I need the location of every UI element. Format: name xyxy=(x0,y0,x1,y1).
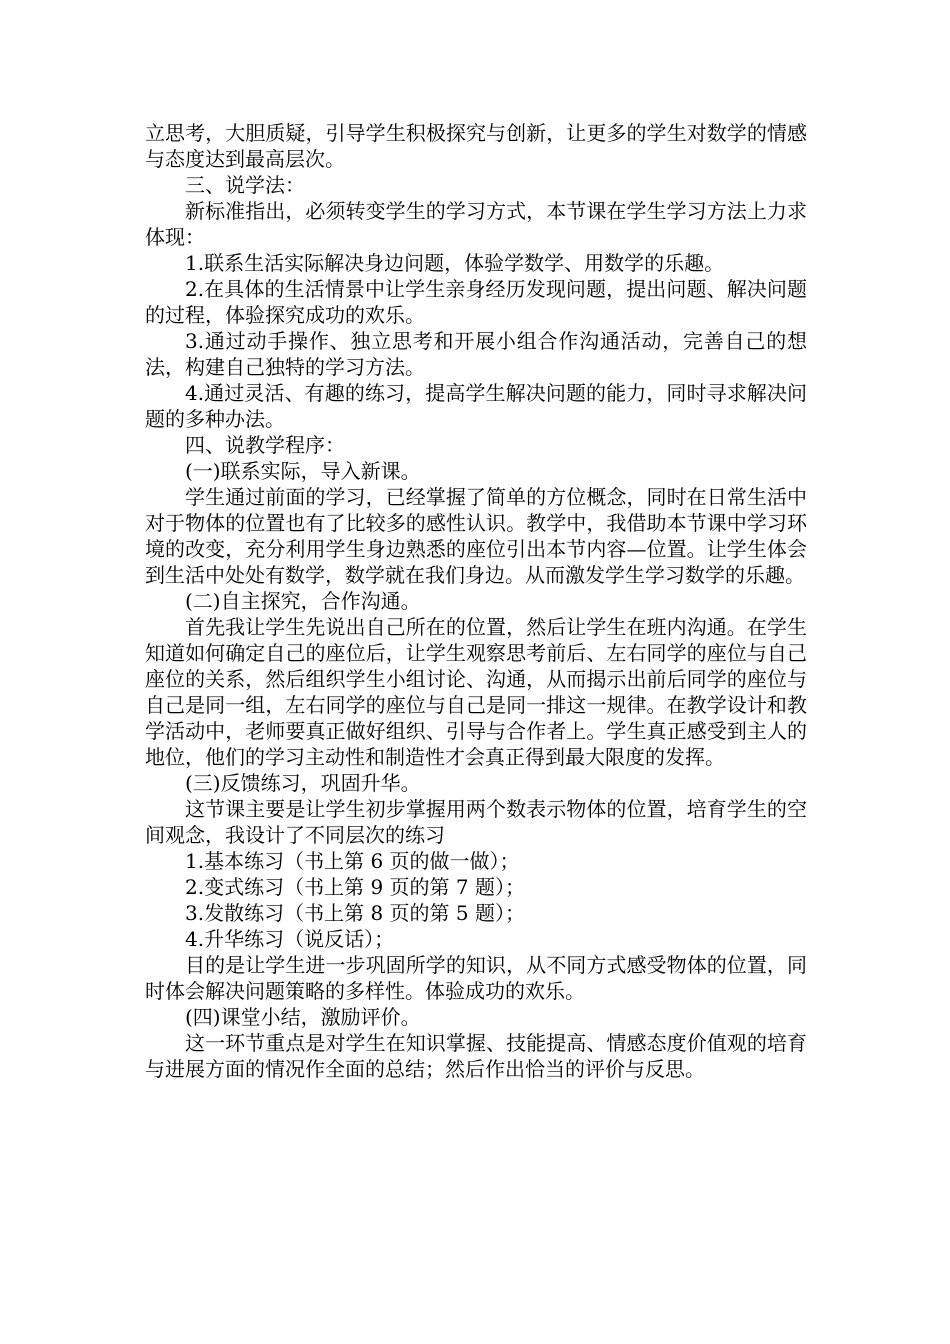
list-item: 2.在具体的生活情景中让学生亲身经历发现问题，提出问题、解决问题的过程，体验探究成功的欢乐。 xyxy=(145,277,807,327)
subsection-heading: (四)课堂小结，激励评价。 xyxy=(185,1005,421,1029)
list-item: 2.变式练习（书上第 9 页的第 7 题）； xyxy=(185,875,525,899)
subsection-heading: (二)自主探究，合作沟通。 xyxy=(185,589,421,613)
list-item: 1.联系生活实际解决身边问题，体验学数学、用数学的乐趣。 xyxy=(185,251,725,275)
list-item: 3.发散练习（书上第 8 页的第 5 题）； xyxy=(185,901,525,925)
paragraph: 这节课主要是让学生初步掌握用两个数表示物体的位置，培育学生的空间观念，我设计了不同层次的练习 xyxy=(145,797,807,847)
subsection-heading: (一)联系实际，导入新课。 xyxy=(185,459,421,483)
subsection-heading: (三)反馈练习，巩固升华。 xyxy=(185,771,421,795)
paragraph-continuation: 立思考，大胆质疑，引导学生积极探究与创新，让更多的学生对数学的情感与态度达到最高层次。 xyxy=(145,121,807,171)
paragraph: 目的是让学生进一步巩固所学的知识，从不同方式感受物体的位置，同时体会解决问题策略的多样性。体验成功的欢乐。 xyxy=(145,953,807,1003)
section-heading-teaching-procedure: 四、说教学程序： xyxy=(185,433,345,457)
list-item: 4.升华练习（说反话）； xyxy=(185,927,395,951)
list-item: 1.基本练习（书上第 6 页的做一做）； xyxy=(185,849,520,873)
section-heading-learning-methods: 三、说学法： xyxy=(185,173,305,197)
list-item: 4.通过灵活、有趣的练习，提高学生解决问题的能力，同时寻求解决问题的多种办法。 xyxy=(145,381,807,431)
list-item: 3.通过动手操作、独立思考和开展小组合作沟通活动，完善自己的想法，构建自己独特的学习方法。 xyxy=(145,329,807,379)
document-page xyxy=(145,120,807,1082)
paragraph: 这一环节重点是对学生在知识掌握、技能提高、情感态度价值观的培育与进展方面的情况作全面的总结；然后作出恰当的评价与反思。 xyxy=(145,1031,807,1081)
paragraph: 学生通过前面的学习，已经掌握了简单的方位概念，同时在日常生活中对于物体的位置也有了比较多的感性认识。教学中，我借助本节课中学习环境的改变，充分利用学生身边熟悉的座位引出本节内容—位置。让学生体会到生活中处处有数学，数学就在我们身边。从而激发学生学习数学的乐趣。 xyxy=(145,485,807,587)
paragraph: 新标准指出，必须转变学生的学习方式，本节课在学生学习方法上力求体现： xyxy=(145,199,807,249)
paragraph: 首先我让学生先说出自己所在的位置，然后让学生在班内沟通。在学生知道如何确定自己的座位后，让学生观察思考前后、左右同学的座位与自己座位的关系，然后组织学生小组讨论、沟通，从而揭示出前后同学的座位与自己是同一组，左右同学的座位与自己是同一排这一规律。在教学设计和教学活动中，老师要真正做好组织、引导与合作者上。学生真正感受到主人的地位，他们的学习主动性和制造性才会真正得到最大限度的发挥。 xyxy=(145,615,807,769)
